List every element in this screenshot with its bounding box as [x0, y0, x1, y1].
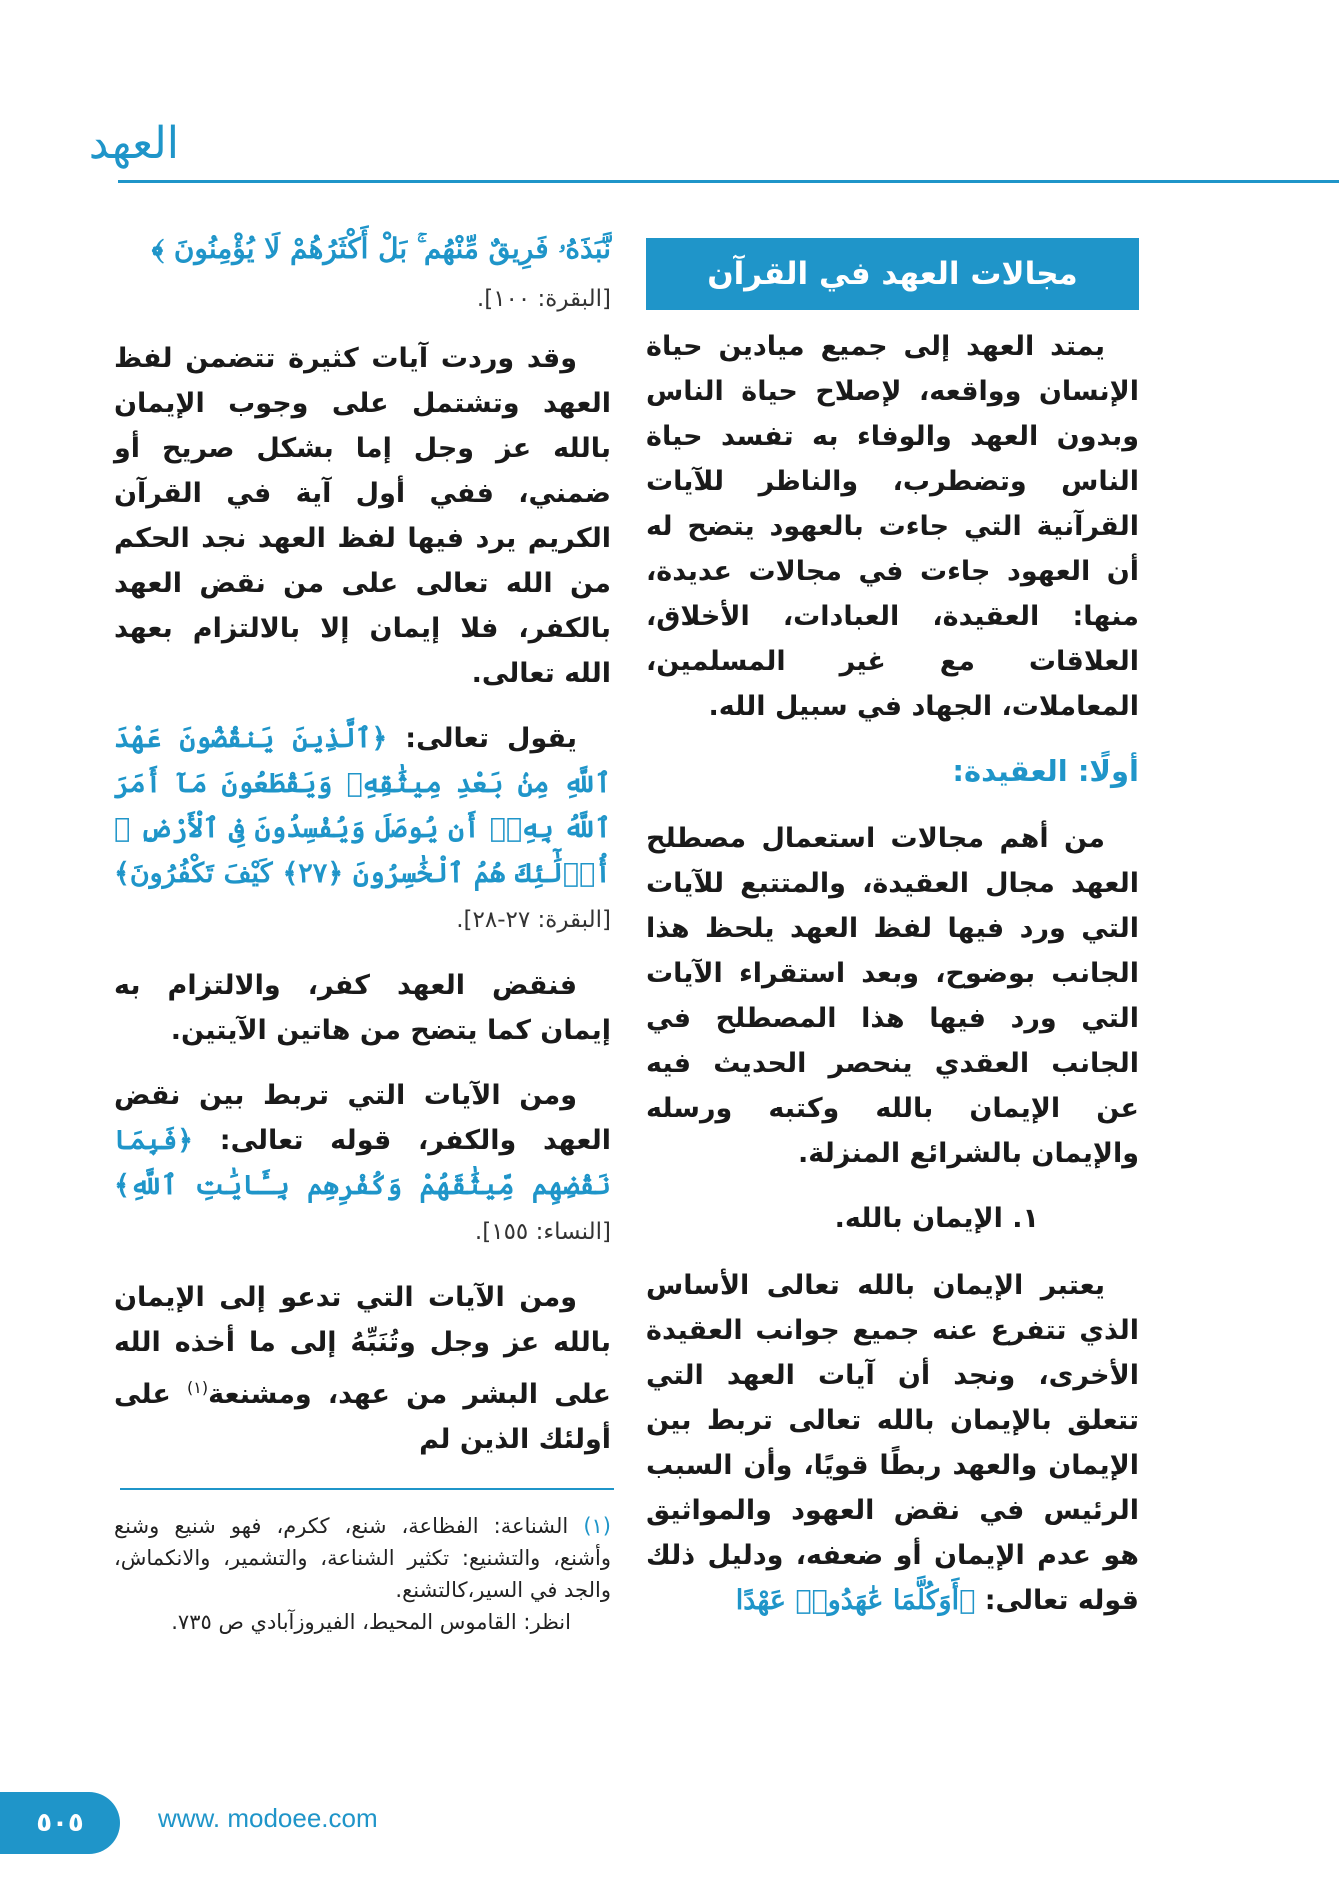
list-item-iman: ١. الإيمان بالله.: [834, 1203, 1039, 1234]
paragraph-4-ref: [النساء: ١٥٥].: [474, 1219, 611, 1245]
footnote: [114, 1510, 611, 1638]
verse-continuation: نَّبَذَهُۥ فَرِيقٌ مِّنْهُم ۚ بَلْ أَكْثَرُهُمْ لَا يُؤْمِنُونَ ﴾: [151, 232, 611, 265]
section-heading: مجالات العهد في القرآن: [646, 238, 1139, 310]
intro-paragraph: يمتد العهد إلى جميع ميادين حياة الإنسان وواقعه، لإصلاح حياة الناس وبدون العهد والوفاء به تفسد حياة الناس وتضطرب، والناظر للآيات القرآنية التي جاءت بالعهود يتضح له أن العهود جاءت في مجالات عديدة، منها: العقيدة، العبادات، الأخلاق، العلاقات مع غير المسلمين، المعاملات، الجهاد في سبيل الله.: [646, 331, 1139, 722]
paragraph-4-intro: ومن الآيات التي تربط بين نقض العهد والكفر، قوله تعالى:: [114, 1080, 611, 1156]
paragraph-3: فنقض العهد كفر، والالتزام به إيمان كما يتضح من هاتين الآيتين.: [114, 970, 611, 1046]
page-number-badge: ٥٠٥: [0, 1792, 120, 1854]
paragraph-2-intro: يقول تعالى:: [405, 723, 577, 754]
iman-paragraph: [646, 1263, 1139, 1623]
paragraph-1: وقد وردت آيات كثيرة تتضمن لفظ العهد وتشتمل على وجوب الإيمان بالله عز وجل إما بشكل صريح أو ضمني، ففي أول آية في القرآن الكريم يرد فيها لفظ العهد نجد الحكم من الله تعالى على من نقض العهد بالكفر، فلا إيمان إلا بالالتزام بعهد الله تعالى.: [114, 343, 611, 689]
aqida-paragraph: من أهم مجالات استعمال مصطلح العهد مجال العقيدة، والمتتبع للآيات التي ورد فيها لفظ العهد يلحظ هذا الجانب بوضوح، وبعد استقراء الآيات التي ورد فيها هذا المصطلح في الجانب العقدي ينحصر الحديث فيه عن الإيمان بالله وكتبه ورسله والإيمان بالشرائع المنزلة.: [646, 823, 1139, 1169]
iman-verse: ﴿أَوَكُلَّمَا عَٰهَدُوا۟ عَهْدًا: [735, 1585, 976, 1616]
footnote-rule: [120, 1488, 614, 1490]
iman-paragraph-text: يعتبر الإيمان بالله تعالى الأساس الذي تتفرع عنه جميع جوانب العقيدة الأخرى، ونجد أن آيات العهد التي تتعلق بالإيمان بالله تعالى تربط بين الإيمان والعهد ربطًا قويًا، وأن السبب الرئيس في نقض العهود والمواثيق هو عدم الإيمان أو ضعفه، ودليل ذلك قوله تعالى:: [646, 1270, 1139, 1616]
footnote-text-1: الشناعة: الفظاعة، شنع، ككرم، فهو شنيع وشنع وأشنع، والتشنيع: تكثير الشناعة، والتشمير، والانكماش، والجد في السير،كالتشنع.: [114, 1514, 611, 1602]
footnote-line-2: انظر: القاموس المحيط، الفيروزآبادي ص ٧٣٥.: [171, 1610, 571, 1634]
paragraph-2: [114, 716, 611, 943]
left-column: [114, 225, 611, 1482]
paragraph-2-ref: [البقرة: ٢٧-٢٨].: [456, 907, 611, 933]
paragraph-4-verse: ﴿فَبِمَا نَقْضِهِم مِّيثَٰقَهُمْ وَكُفْرِهِم بِـَٔايَٰتِ ٱللَّهِ﴾: [114, 1125, 611, 1201]
paragraph-5: [114, 1275, 611, 1462]
running-header-title: العهد: [88, 118, 179, 169]
subheading-aqida: أولًا: العقيدة:: [952, 754, 1139, 788]
paragraph-5-text-a: ومن الآيات التي تدعو إلى الإيمان بالله عز وجل وتُنَبِّهُ إلى ما أخذه الله على البشر من عهد، ومشنعة: [114, 1282, 612, 1410]
website-link[interactable]: www. modoee.com: [158, 1803, 378, 1833]
paragraph-2-verse: ﴿ٱلَّذِينَ يَنقُضُونَ عَهْدَ ٱللَّهِ مِنۢ بَعْدِ مِيثَٰقِهِۦ وَيَقْطَعُونَ مَآ أَمَرَ ٱللَّهُ بِهِۦٓ أَن يُوصَلَ وَيُفْسِدُونَ فِى ٱلْأَرْضِ ۚ أُو۟لَٰٓئِكَ هُمُ ٱلْخَٰسِرُونَ ﴿٢٧﴾ كَيْفَ تَكْفُرُونَ﴾: [114, 723, 611, 889]
paragraph-5-text-b: على أولئك الذين لم: [114, 1379, 611, 1455]
right-column: [646, 238, 1139, 1643]
header-rule: [118, 180, 1339, 183]
paragraph-4: [114, 1073, 611, 1255]
footnote-marker[interactable]: (١): [186, 1378, 209, 1397]
footnote-line-1: [114, 1510, 611, 1606]
footnote-number: (١): [583, 1514, 611, 1538]
verse-continuation-ref: [البقرة: ١٠٠].: [476, 286, 611, 312]
